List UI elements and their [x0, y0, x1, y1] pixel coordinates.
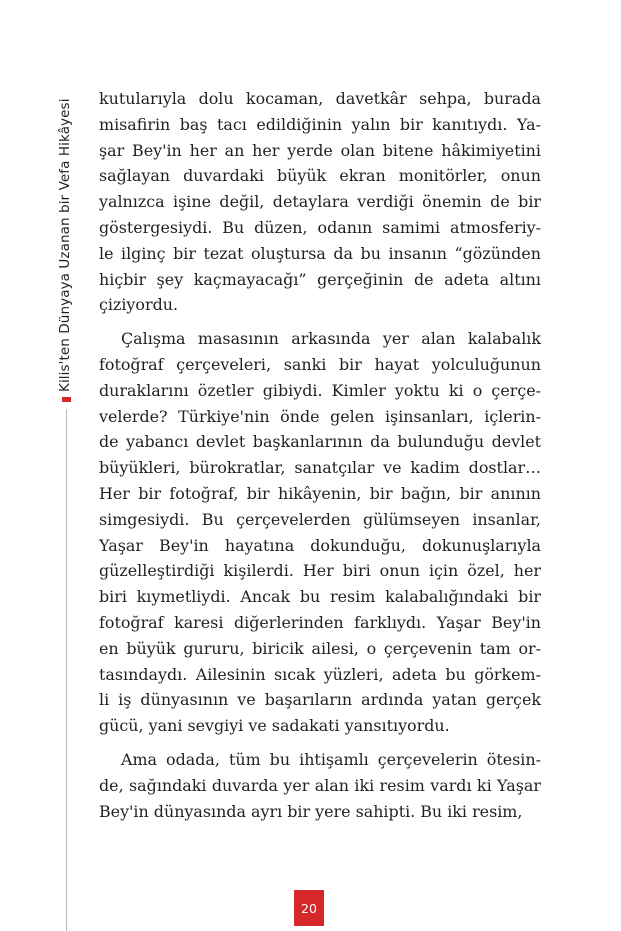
text-line: büyükleri, bürokratlar, sanatçılar ve kadim dostlar… [99, 458, 541, 478]
text-line: fotoğraf karesi diğerlerinden farklıydı. Yaşar Bey'in [99, 612, 541, 632]
text-line: fotoğraf çerçeveleri, sanki bir hayat yolculuğunun [99, 354, 541, 374]
text-line: de, sağındaki duvarda yer alan iki resim vardı ki Yaşar [99, 775, 541, 795]
text-line: Bey'in dünyasında ayrı bir yere sahipti. Bu iki resim, [99, 801, 523, 821]
text-line: Çalışma masasının arkasında yer alan kalabalık [121, 329, 541, 349]
margin-rule [66, 409, 67, 931]
text-line: Her bir fotoğraf, bir hikâyenin, bir bağın, bir anının [99, 483, 541, 503]
text-line: şar Bey'in her an her yerde olan bitene hâkimiyetini [99, 140, 541, 160]
text-line: Ama odada, tüm bu ihtişamlı çerçevelerin ötesin- [121, 749, 541, 769]
text-line: Yaşar Bey'in hayatına dokunduğu, dokunuşlarıyla [99, 535, 541, 555]
body-text [99, 86, 541, 832]
text-line: tasındaydı. Ailesinin sıcak yüzleri, adeta bu görkem- [99, 664, 541, 684]
text-line: de yabancı devlet başkanlarının da bulunduğu devlet [99, 432, 541, 452]
running-head-marker [62, 397, 71, 402]
text-line: hiçbir şey kaçmayacağı” gerçeğinin de adeta altını [99, 269, 541, 289]
text-line: yalnızca işine değil, detaylara verdiği önemin de bir [99, 192, 541, 212]
running-head: Kilis'ten Dünyaya Uzanan bir Vefa Hikâyesi [57, 98, 73, 392]
text-line: velerde? Türkiye'nin önde gelen işinsanları, içlerin- [99, 406, 541, 426]
text-line: kutularıyla dolu kocaman, davetkâr sehpa, burada [99, 89, 541, 108]
text-line: en büyük gururu, biricik ailesi, o çerçevenin tam or- [99, 638, 541, 658]
text-line: le ilginç bir tezat oluştursa da bu insanın “gözünden [99, 243, 541, 263]
paragraph [99, 86, 541, 318]
text-line: güzelleştirdiği kişilerdi. Her biri onun için özel, her [99, 561, 541, 581]
text-line: gücü, yani sevgiyi ve sadakati yansıtıyordu. [99, 716, 450, 736]
text-line: biri kıymetliydi. Ancak bu resim kalabalığındaki bir [99, 587, 541, 607]
text-line: sağlayan duvardaki büyük ekran monitörler, onun [99, 166, 541, 186]
text-line: simgesiydi. Bu çerçevelerden gülümseyen insanlar, [99, 509, 541, 529]
text-line: li iş dünyasının ve başarıların ardında yatan gerçek [99, 690, 541, 710]
text-line: göstergesiydi. Bu düzen, odanın samimi atmosferiy- [99, 217, 541, 237]
paragraph [99, 747, 541, 824]
paragraph [99, 326, 541, 739]
text-line: misafirin baş tacı edildiğinin yalın bir kanıtıydı. Ya- [99, 114, 541, 134]
page-number: 20 [294, 890, 324, 926]
text-line: çiziyordu. [99, 295, 179, 315]
side-margin [0, 0, 90, 931]
text-line: duraklarını özetler gibiydi. Kimler yoktu ki o çerçe- [99, 380, 541, 400]
